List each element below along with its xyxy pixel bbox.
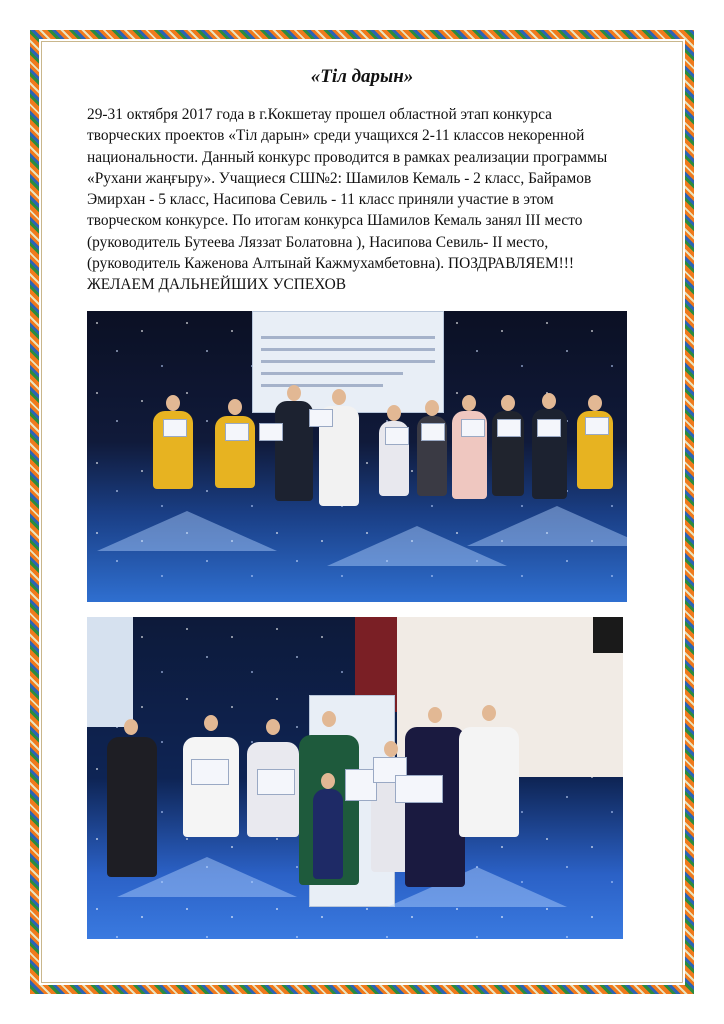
stage-banner xyxy=(252,311,444,413)
certificate xyxy=(395,775,443,803)
text-line: творческих проектов «Тіл дарын» среди учащихся 2-11 классов некоренной xyxy=(87,127,585,145)
person-figure xyxy=(107,737,157,877)
ceremony-photo-group xyxy=(87,617,623,939)
certificate xyxy=(385,427,409,445)
certificate xyxy=(309,409,333,427)
text-line: 29-31 октября 2017 года в г.Кокшетау прошел областной этап конкурса xyxy=(87,106,552,123)
certificate xyxy=(461,419,485,437)
text-line: Эмирхан - 5 класс, Насипова Севиль - 11 класс приняли участие в этом xyxy=(87,191,554,209)
text-line: «Рухани жаңғыру». Учащиеся СШ№2: Шамилов Кемаль - 2 класс, Байрамов xyxy=(87,169,592,187)
text-line: национальности. Данный конкурс проводится в рамках реализации программы xyxy=(87,148,608,166)
text-line: (руководитель Каженова Алтынай Кажмухамбетовна). ПОЗДРАВЛЯЕМ!!! xyxy=(87,255,575,273)
certificate xyxy=(497,419,521,437)
person-figure xyxy=(183,737,239,837)
text-line: ЖЕЛАЕМ ДАЛЬНЕЙШИХ УСПЕХОВ xyxy=(87,276,346,294)
certificate xyxy=(225,423,249,441)
person-figure xyxy=(313,789,343,879)
article-text xyxy=(87,104,647,296)
speaker-box xyxy=(593,617,623,653)
person-figure xyxy=(275,401,313,501)
certificate xyxy=(421,423,445,441)
text-line: творческом конкурсе. По итогам конкурса Шамилов Кемаль занял III место xyxy=(87,212,583,230)
text-line: (руководитель Бутеева Ляззат Болатовна ), Насипова Севиль- II место, xyxy=(87,233,549,251)
certificate xyxy=(163,419,187,437)
person-figure xyxy=(459,727,519,837)
ceremony-photo-stage xyxy=(87,311,627,602)
certificate xyxy=(191,759,229,785)
certificate xyxy=(259,423,283,441)
stage-star-decor xyxy=(467,506,627,546)
certificate xyxy=(537,419,561,437)
certificate xyxy=(257,769,295,795)
certificate xyxy=(585,417,609,435)
person-figure xyxy=(405,727,465,887)
page-title: «Тіл дарын» xyxy=(310,66,414,87)
banner-edge xyxy=(87,617,133,727)
stage-star-decor xyxy=(97,511,277,551)
